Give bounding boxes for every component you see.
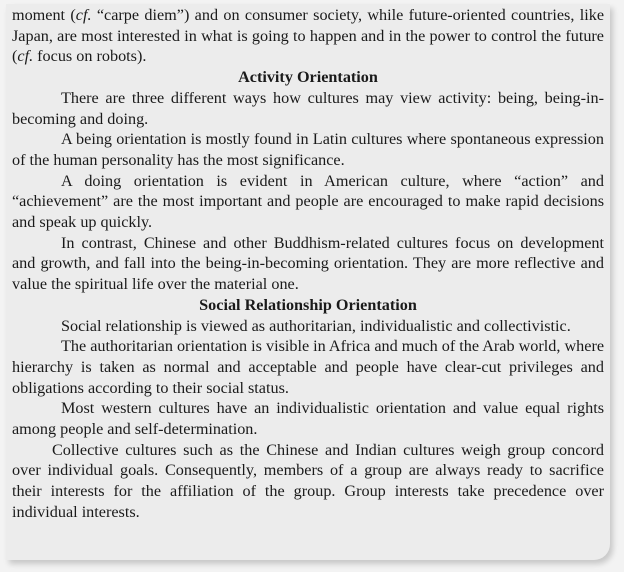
- social-paragraph-4: Collective cultures such as the Chinese and Indian cultures weigh group concord over individual goals. Consequently, members of a group are always ready to sacrifice their interests for the affiliation of the group. Group interests take precedence over individual interests.: [12, 440, 604, 521]
- social-paragraph-2: The authoritarian orientation is visible in Africa and much of the Arab world, where hierarchy is taken as normal and acceptable and people have clear-cut privileges and obligations according to their social status.: [12, 337, 605, 397]
- intro-cf-2: cf.: [17, 47, 34, 66]
- activity-paragraph-2: A being orientation is mostly found in Latin cultures where spontaneous expression of the human personality has the most significance.: [12, 130, 604, 169]
- intro-text-2: “carpe diem”) and on consumer society, while future-oriented countries, like Japan, are most interested in what is going to happen and in the power to control the future (: [12, 6, 604, 66]
- activity-orientation-heading: Activity Orientation: [238, 68, 378, 87]
- activity-paragraph-3: A doing orientation is evident in American culture, where “action” and “achievement” are the most important and people are encouraged to make rapid decisions and speak up quickly.: [12, 171, 604, 232]
- document-body: [12, 5, 604, 523]
- intro-paragraph: [12, 5, 604, 67]
- activity-paragraph-4: In contrast, Chinese and other Buddhism-related cultures focus on development and growth, and fall into the being-in-becoming orientation. They are more reflective and value the spiritual life over the material one.: [12, 233, 604, 294]
- social-paragraph-1: Social relationship is viewed as authoritarian, individualistic and collectivistic.: [61, 316, 571, 335]
- social-relationship-heading: Social Relationship Orientation: [199, 295, 417, 314]
- intro-cf-1: cf.: [75, 6, 92, 24]
- intro-text-3: focus on robots).: [33, 47, 147, 66]
- activity-paragraph-1: There are three different ways how cultures may view activity: being, being-in-becoming and doing.: [12, 88, 604, 128]
- intro-text-1: moment (: [12, 6, 76, 24]
- social-paragraph-3: Most western cultures have an individualistic orientation and value equal rights among people and self-determination.: [12, 399, 604, 439]
